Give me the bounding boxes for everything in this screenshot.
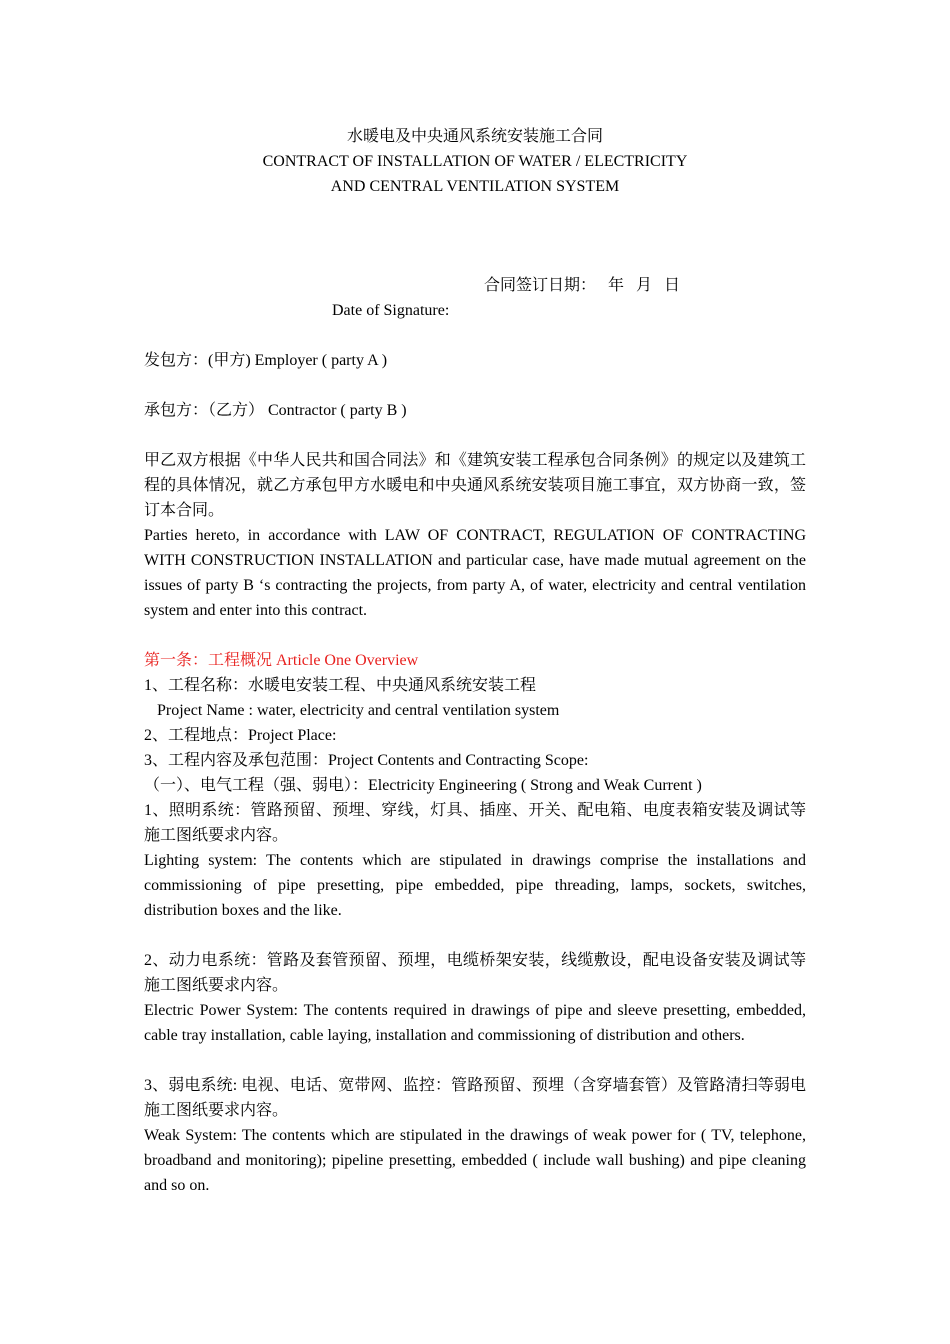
intro-en: Parties hereto, in accordance with LAW OF CONTRACT, REGULATION OF CONTRACTING WITH CONSTRUCTION INSTALLATION and particular case, have made mutual agreement on the issues of party B ‘s contracting the projects, from party A, of water, electricity and central ventilation system and enter into this contract. (144, 527, 806, 619)
signature-date-en: Date of Signature: (332, 302, 450, 319)
title-en-line1: CONTRACT OF INSTALLATION OF WATER / ELECTRICITY (262, 153, 688, 170)
power-en: Electric Power System: The contents required in drawings of pipe and sleeve presetting, embedded, cable tray installation, cable laying, installation and commissioning of distribution and others. (144, 1002, 806, 1044)
signature-date-cn: 合同签订日期： 年 月 日 (484, 277, 681, 294)
employer-line: 发包方：(甲方) Employer ( party A ) (144, 352, 388, 369)
title-en-line2: AND CENTRAL VENTILATION SYSTEM (330, 178, 620, 195)
power-cn: 2、动力电系统：管路及套管预留、预埋，电缆桥架安装，线缆敷设，配电设备安装及调试等施工图纸要求内容。 (144, 952, 806, 994)
title-cn: 水暖电及中央通风系统安装施工合同 (346, 128, 603, 145)
weak-cn: 3、弱电系统: 电视、电话、宽带网、监控：管路预留、预埋（含穿墙套管）及管路清扫等弱电施工图纸要求内容。 (144, 1077, 806, 1119)
article-one-heading: 第一条：工程概况 Article One Overview (144, 652, 419, 669)
lighting-en: Lighting system: The contents which are stipulated in drawings comprise the installations and commissioning of pipe presetting, pipe embedded, pipe threading, lamps, sockets, switches, distribution boxes and the like. (144, 852, 806, 919)
contractor-line: 承包方：（乙方） Contractor ( party B ) (144, 402, 407, 419)
lighting-cn: 1、照明系统：管路预留、预埋、穿线，灯具、插座、开关、配电箱、电度表箱安装及调试等施工图纸要求内容。 (144, 802, 806, 844)
intro-cn: 甲乙双方根据《中华人民共和国合同法》和《建筑安装工程承包合同条例》的规定以及建筑工程的具体情况，就乙方承包甲方水暖电和中央通风系统安装项目施工事宜，双方协商一致，签订本合同。 (144, 452, 806, 519)
item3: 3、工程内容及承包范围：Project Contents and Contracting Scope: (144, 752, 589, 769)
sub-section-electricity: （一）、电气工程（强、弱电）：Electricity Engineering ( Strong and Weak Current ) (144, 777, 702, 794)
item1-cn: 1、工程名称：水暖电安装工程、中央通风系统安装工程 (144, 677, 537, 694)
weak-en: Weak System: The contents which are stipulated in the drawings of weak power for ( TV, telephone, broadband and monitoring); pipeline presetting, embedded ( include wall bushing) and pipe cleaning and so on. (144, 1127, 806, 1194)
item2: 2、工程地点：Project Place: (144, 727, 337, 744)
item1-en: Project Name : water, electricity and central ventilation system (157, 702, 560, 719)
contract-body (144, 348, 806, 1198)
